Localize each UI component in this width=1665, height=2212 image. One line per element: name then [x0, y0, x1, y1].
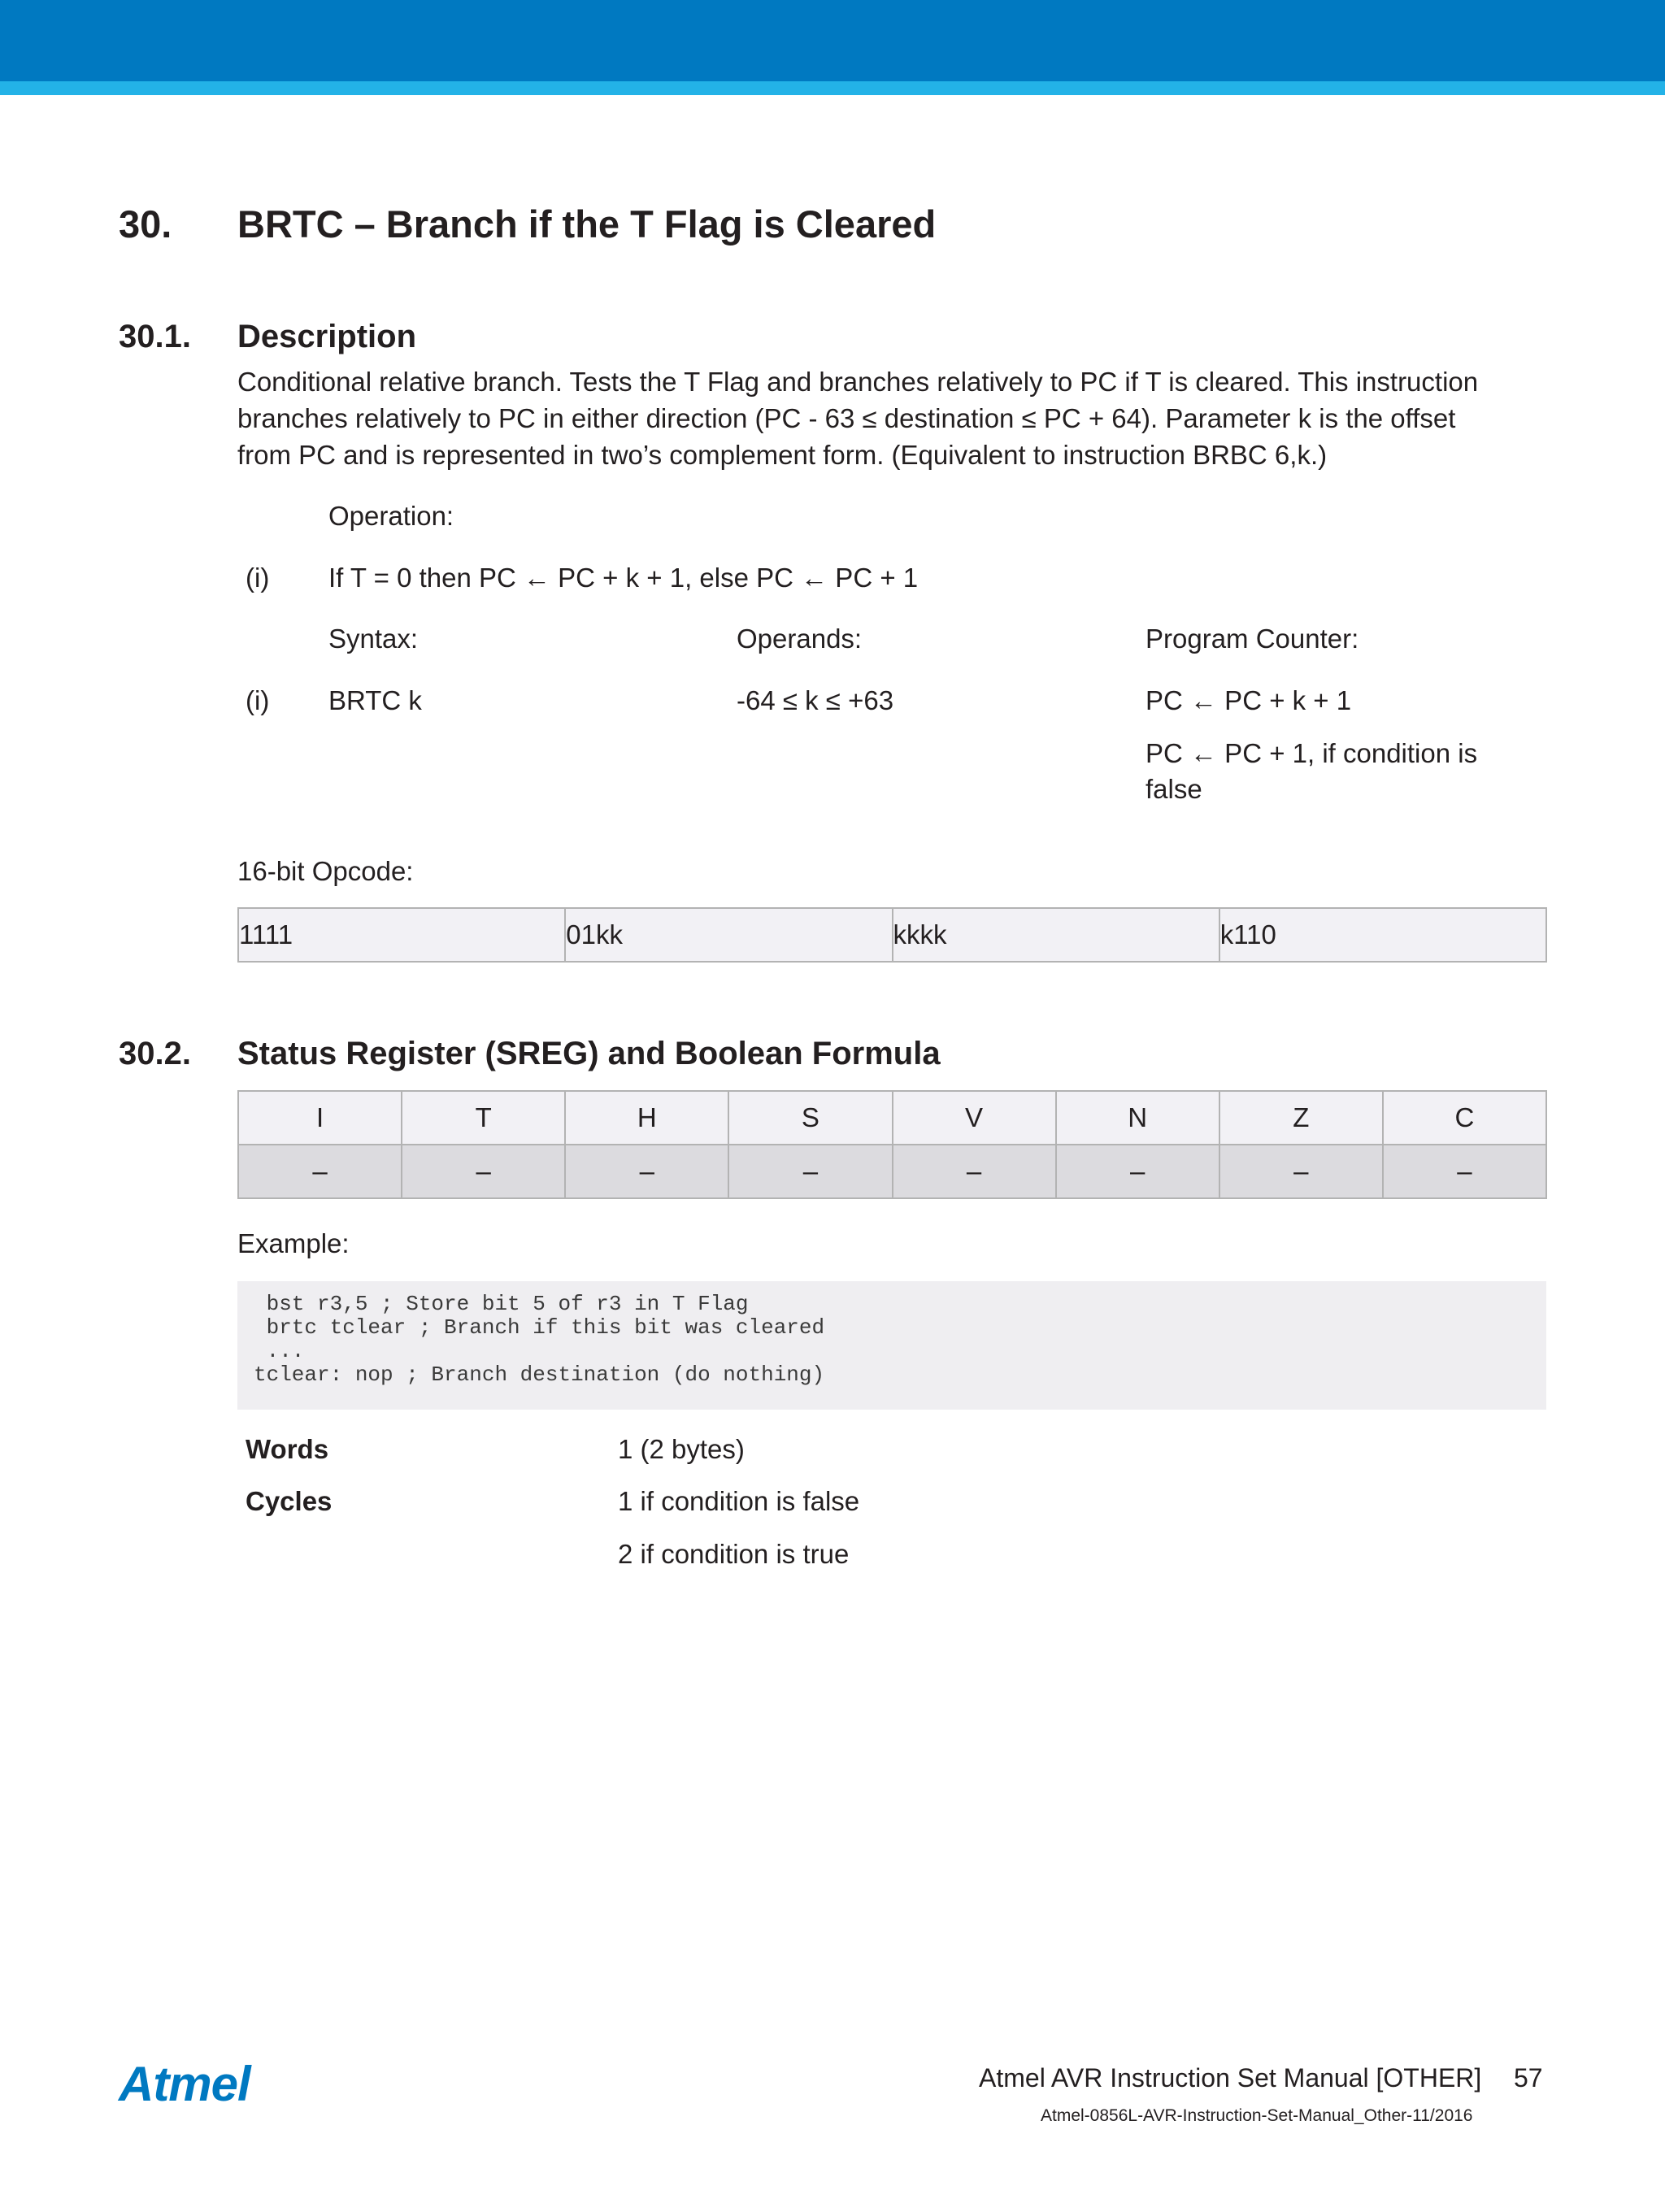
cycles-value-false: 1 if condition is false: [618, 1486, 860, 1516]
sreg-flag-n: N: [1056, 1091, 1219, 1145]
sreg-value: –: [1219, 1145, 1383, 1198]
pc-line-2: PC ← PC + 1, if condition is: [1146, 738, 1478, 768]
cycles-value-true: 2 if condition is true: [618, 1539, 850, 1569]
opcode-cell: 01kk: [565, 908, 892, 962]
operation-index: (i): [246, 563, 270, 593]
syntax-index: (i): [246, 685, 270, 715]
code-line: bst r3,5 ; Store bit 5 of r3 in T Flag: [254, 1292, 749, 1316]
opcode-cell: 1111: [238, 908, 565, 962]
header-stripe: [0, 81, 1665, 95]
sreg-flag-t: T: [402, 1091, 565, 1145]
sreg-flag-z: Z: [1219, 1091, 1383, 1145]
sreg-value: –: [402, 1145, 565, 1198]
footer-doc-id: Atmel-0856L-AVR-Instruction-Set-Manual_Other-11/2016: [1041, 2106, 1473, 2125]
pc-line-1: PC ← PC + k + 1: [1146, 685, 1352, 715]
program-counter-label: Program Counter:: [1146, 624, 1359, 654]
opcode-table: [237, 907, 1547, 963]
sreg-flag-s: S: [728, 1091, 892, 1145]
operation-text: If T = 0 then PC ← PC + k + 1, else PC ← PC + 1: [328, 563, 919, 593]
sreg-value: –: [728, 1145, 892, 1198]
description-line-1: Conditional relative branch. Tests the T Flag and branches relatively to PC if T is cleared. This instruction: [237, 367, 1479, 397]
example-label: Example:: [237, 1228, 350, 1258]
opcode-cell: k110: [1219, 908, 1546, 962]
description-line-3: from PC and is represented in two’s complement form. (Equivalent to instruction BRBC 6,k.): [237, 440, 1328, 470]
code-line: ...: [254, 1339, 305, 1363]
operands-value: -64 ≤ k ≤ +63: [737, 685, 894, 715]
sreg-flag-h: H: [565, 1091, 728, 1145]
words-label: Words: [246, 1434, 329, 1464]
opcode-label: 16-bit Opcode:: [237, 856, 414, 886]
sreg-flag-i: I: [238, 1091, 402, 1145]
subsection-title-description: Description: [237, 319, 417, 354]
cycles-label: Cycles: [246, 1486, 333, 1516]
subsection-number-description: 30.1.: [119, 319, 191, 354]
sreg-value: –: [565, 1145, 728, 1198]
words-value: 1 (2 bytes): [618, 1434, 745, 1464]
sreg-value: –: [238, 1145, 402, 1198]
sreg-flag-v: V: [893, 1091, 1056, 1145]
operands-label: Operands:: [737, 624, 863, 654]
sreg-table: [237, 1090, 1547, 1199]
section-title: BRTC – Branch if the T Flag is Cleared: [237, 202, 937, 246]
opcode-cell: kkkk: [893, 908, 1219, 962]
subsection-number-sreg: 30.2.: [119, 1036, 191, 1071]
atmel-logo: Atmel: [119, 2057, 250, 2111]
description-line-2: branches relatively to PC in either direction (PC - 63 ≤ destination ≤ PC + 64). Parameter k is the offset: [237, 403, 1456, 433]
sreg-value: –: [1056, 1145, 1219, 1198]
code-line: tclear: nop ; Branch destination (do nothing): [254, 1362, 825, 1387]
syntax-label: Syntax:: [328, 624, 419, 654]
footer-manual-title: Atmel AVR Instruction Set Manual [OTHER]: [979, 2063, 1482, 2092]
subsection-title-sreg: Status Register (SREG) and Boolean Formula: [237, 1036, 941, 1071]
syntax-value: BRTC k: [328, 685, 422, 715]
operation-label: Operation:: [328, 501, 454, 531]
sreg-value: –: [1383, 1145, 1546, 1198]
header-band: [0, 0, 1665, 81]
page-number: 57: [1514, 2063, 1543, 2092]
code-line: brtc tclear ; Branch if this bit was cleared: [254, 1315, 825, 1340]
pc-line-3: false: [1146, 774, 1202, 804]
code-example: [237, 1281, 1546, 1410]
sreg-value: –: [893, 1145, 1056, 1198]
section-number: 30.: [119, 202, 172, 246]
sreg-flag-c: C: [1383, 1091, 1546, 1145]
